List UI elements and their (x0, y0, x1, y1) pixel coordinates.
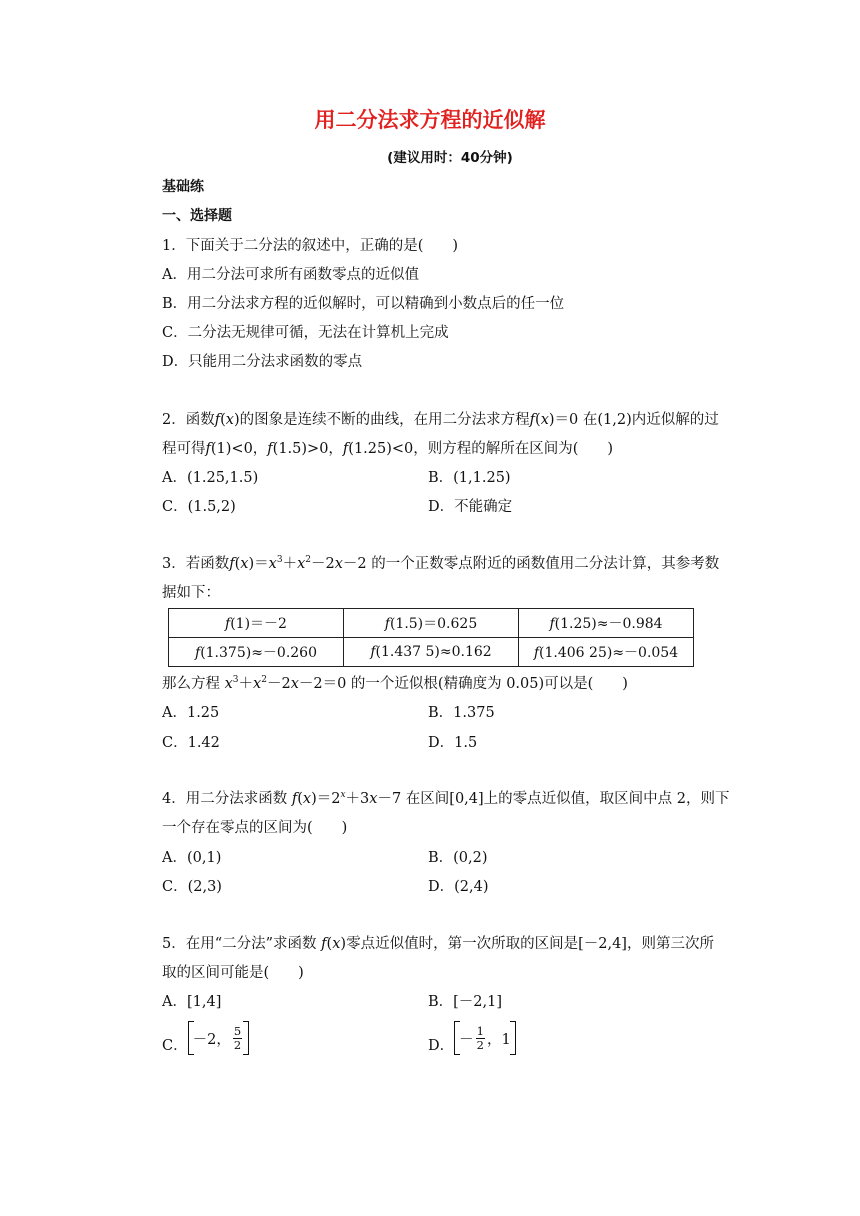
q4-stem-line2: 一个存在零点的区间为( ) (162, 820, 348, 836)
q4-option-c: C．(2,3) (162, 879, 222, 895)
q4-option-d: D．(2,4) (428, 879, 489, 895)
table-cell: f(1.25)≈－0.984 (519, 609, 694, 638)
q1-option-b: B．用二分法求方程的近似解时，可以精确到小数点后的任一位 (162, 296, 565, 312)
option-label: C． (162, 1037, 188, 1054)
q3-option-d: D．1.5 (428, 735, 478, 751)
q3-option-b: B．1.375 (428, 705, 495, 721)
fraction: $\frac{1}{2}$ (476, 1023, 484, 1052)
q5-stem-line2: 取的区间可能是( ) (162, 965, 304, 981)
q2-option-a: A．(1.25,1.5) (162, 470, 259, 486)
q5-option-d (428, 1021, 516, 1055)
q1-option-c: C．二分法无规律可循，无法在计算机上完成 (162, 325, 449, 341)
table-cell: f(1.5)＝0.625 (344, 609, 519, 638)
q4-option-b: B．(0,2) (428, 850, 488, 866)
table-row (169, 609, 694, 638)
option-label: D． (428, 1037, 455, 1054)
q5-option-a: A．[1,4] (162, 994, 222, 1010)
table-cell: f(1)＝－2 (169, 609, 344, 638)
q1-option-a: A．用二分法可求所有函数零点的近似值 (162, 267, 419, 283)
q3-option-a: A．1.25 (162, 705, 220, 721)
closed-interval: －2， $\frac{5}{2}$ (188, 1021, 250, 1055)
q4-stem: 4．用二分法求函数 $f(x)=2^x+3x-7$ 在区间[0,4]上的零点近似值，取区间中点 2，则下 (162, 790, 730, 807)
table-cell: f(1.375)≈－0.260 (169, 638, 344, 667)
q3-stem: 3．若函数$f(x)=x^3+x^2-2x-2$ 的一个正数零点附近的函数值用二分法计算，其参考数 (162, 555, 720, 572)
q2-option-c: C．(1.5,2) (162, 499, 236, 515)
q5-stem: 5．在用“二分法”求函数 f(x)零点近似值时，第一次所取的区间是[－2,4]，则第三次所 (162, 936, 714, 952)
subsection-heading: 一、选择题 (162, 208, 232, 224)
q1-stem: 1．下面关于二分法的叙述中，正确的是( ) (162, 238, 459, 254)
page-title: 用二分法求方程的近似解 (314, 108, 546, 132)
suggested-time: (建议用时：40分钟) (387, 150, 513, 166)
closed-interval: － $\frac{1}{2}$ ，1 (454, 1021, 516, 1055)
q2-option-d: D．不能确定 (428, 499, 513, 515)
section-heading: 基础练 (162, 179, 204, 195)
q3-stem-line2: 据如下： (162, 585, 220, 601)
q3-after-table: 那么方程 $x^3+x^2-2x-2=0$ 的一个近似根(精确度为 0.05)可以是( ) (162, 675, 628, 692)
q2-stem-line2: 程可得f(1)<0，f(1.5)>0，f(1.25)<0，则方程的解所在区间为( ) (162, 441, 614, 457)
q5-option-b: B．[－2,1] (428, 994, 503, 1010)
fraction: $\frac{5}{2}$ (233, 1023, 242, 1052)
reference-data-table (168, 608, 694, 667)
q4-option-a: A．(0,1) (162, 850, 222, 866)
table-cell: f(1.406 25)≈－0.054 (519, 638, 694, 667)
table-cell: f(1.437 5)≈0.162 (344, 638, 519, 667)
table-row (169, 638, 694, 667)
q5-option-c (162, 1021, 249, 1055)
q2-option-b: B．(1,1.25) (428, 470, 511, 486)
q3-option-c: C．1.42 (162, 735, 220, 751)
q1-option-d: D．只能用二分法求函数的零点 (162, 354, 363, 370)
q2-stem: 2．函数f(x)的图象是连续不断的曲线，在用二分法求方程f(x)＝0 在(1,2)内近似解的过 (162, 412, 719, 428)
